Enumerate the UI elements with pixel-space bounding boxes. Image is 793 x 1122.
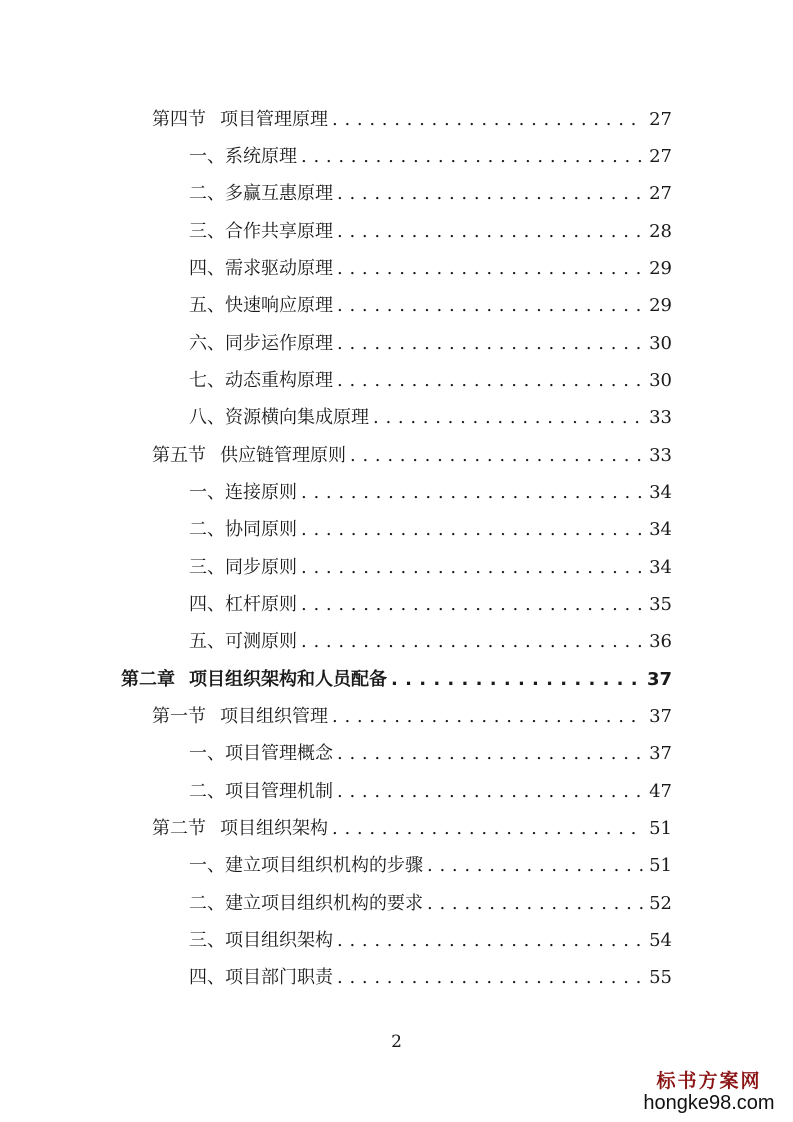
toc-entry-prefix: 二、 bbox=[189, 183, 225, 204]
toc-entry-item[interactable] bbox=[189, 779, 672, 805]
watermark-url: hongke98.com bbox=[643, 1092, 775, 1114]
toc-dot-leader bbox=[332, 704, 643, 730]
toc-entry-page: 37 bbox=[649, 706, 672, 727]
toc-entry-item[interactable] bbox=[189, 368, 672, 394]
toc-entry-chapter[interactable] bbox=[121, 667, 672, 693]
toc-entry-title: 资源横向集成原理 bbox=[225, 407, 369, 428]
toc-entry-item[interactable] bbox=[189, 480, 672, 506]
toc-entry-section[interactable] bbox=[152, 443, 672, 469]
toc-entry-page: 27 bbox=[649, 146, 672, 167]
toc-dot-leader bbox=[337, 219, 643, 245]
toc-dot-leader bbox=[337, 293, 643, 319]
toc-entry-item[interactable] bbox=[189, 555, 672, 581]
toc-entry-prefix: 一、 bbox=[189, 855, 225, 876]
toc-entry-page: 30 bbox=[649, 333, 672, 354]
toc-dot-leader bbox=[337, 741, 643, 767]
toc-entry-prefix: 四、 bbox=[189, 258, 225, 279]
toc-entry-page: 27 bbox=[649, 109, 672, 130]
toc-entry-title: 项目组织架构 bbox=[225, 930, 333, 951]
toc-entry-item[interactable] bbox=[189, 517, 672, 543]
toc-entry-prefix: 八、 bbox=[189, 407, 225, 428]
toc-entry-prefix: 一、 bbox=[189, 146, 225, 167]
toc-entry-section[interactable] bbox=[152, 816, 672, 842]
toc-entry-prefix: 四、 bbox=[189, 594, 225, 615]
toc-dot-leader bbox=[337, 928, 643, 954]
toc-entry-prefix: 二、 bbox=[189, 893, 225, 914]
toc-entry-item[interactable] bbox=[189, 256, 672, 282]
toc-entry-page: 30 bbox=[649, 370, 672, 391]
toc-entry-page: 28 bbox=[649, 221, 672, 242]
toc-entry-section[interactable] bbox=[152, 704, 672, 730]
toc-dot-leader bbox=[373, 405, 643, 431]
toc-entry-item[interactable] bbox=[189, 331, 672, 357]
toc-entry-prefix: 第二章 bbox=[121, 669, 175, 690]
toc-dot-leader bbox=[337, 779, 643, 805]
toc-entry-item[interactable] bbox=[189, 592, 672, 618]
toc-dot-leader bbox=[337, 368, 643, 394]
toc-entry-page: 29 bbox=[649, 295, 672, 316]
toc-entry-prefix: 五、 bbox=[189, 631, 225, 652]
toc-entry-title: 项目组织架构和人员配备 bbox=[189, 669, 387, 690]
toc-dot-leader bbox=[301, 592, 643, 618]
toc-entry-page: 35 bbox=[649, 594, 672, 615]
toc-dot-leader bbox=[337, 181, 643, 207]
toc-entry-title: 项目管理原理 bbox=[220, 109, 328, 130]
toc-entry-title: 项目管理概念 bbox=[225, 743, 333, 764]
toc-entry-page: 51 bbox=[649, 855, 672, 876]
toc-entry-prefix: 一、 bbox=[189, 482, 225, 503]
toc-entry-prefix: 第五节 bbox=[152, 445, 206, 466]
toc-entry-page: 54 bbox=[649, 930, 672, 951]
toc-dot-leader bbox=[301, 480, 643, 506]
toc-dot-leader bbox=[332, 816, 643, 842]
toc-entry-page: 33 bbox=[649, 445, 672, 466]
toc-entry-page: 47 bbox=[649, 781, 672, 802]
toc-entry-title: 项目管理机制 bbox=[225, 781, 333, 802]
watermark-title: 标书方案网 bbox=[656, 1070, 762, 1092]
toc-entry-section[interactable] bbox=[152, 107, 672, 133]
toc-entry-item[interactable] bbox=[189, 891, 672, 917]
toc-entry-page: 37 bbox=[649, 743, 672, 764]
toc-dot-leader bbox=[427, 891, 643, 917]
toc-dot-leader bbox=[301, 629, 643, 655]
toc-entry-title: 快速响应原理 bbox=[225, 295, 333, 316]
toc-entry-prefix: 第一节 bbox=[152, 706, 206, 727]
toc-dot-leader bbox=[332, 107, 643, 133]
toc-entry-title: 建立项目组织机构的步骤 bbox=[225, 855, 423, 876]
toc-entry-prefix: 三、 bbox=[189, 221, 225, 242]
toc-entry-title: 可测原则 bbox=[225, 631, 297, 652]
toc-entry-item[interactable] bbox=[189, 741, 672, 767]
toc-dot-leader bbox=[301, 517, 643, 543]
toc-entry-item[interactable] bbox=[189, 853, 672, 879]
toc-dot-leader bbox=[350, 443, 643, 469]
toc-entry-title: 合作共享原理 bbox=[225, 221, 333, 242]
toc-dot-leader bbox=[427, 853, 643, 879]
toc-entry-title: 连接原则 bbox=[225, 482, 297, 503]
toc-entry-item[interactable] bbox=[189, 928, 672, 954]
toc-dot-leader bbox=[301, 144, 643, 170]
watermark-logo bbox=[639, 1070, 779, 1114]
toc-dot-leader bbox=[337, 256, 643, 282]
toc-entry-item[interactable] bbox=[189, 144, 672, 170]
toc-entry-title: 需求驱动原理 bbox=[225, 258, 333, 279]
toc-entry-item[interactable] bbox=[189, 181, 672, 207]
toc-entry-page: 36 bbox=[649, 631, 672, 652]
toc-entry-title: 项目组织管理 bbox=[220, 706, 328, 727]
toc-entry-page: 55 bbox=[649, 967, 672, 988]
toc-entry-title: 杠杆原则 bbox=[225, 594, 297, 615]
toc-entry-prefix: 二、 bbox=[189, 781, 225, 802]
toc-entry-prefix: 三、 bbox=[189, 557, 225, 578]
toc-entry-prefix: 五、 bbox=[189, 295, 225, 316]
toc-entry-title: 同步运作原理 bbox=[225, 333, 333, 354]
toc-entry-page: 33 bbox=[649, 407, 672, 428]
toc-entry-prefix: 三、 bbox=[189, 930, 225, 951]
toc-entry-title: 协同原则 bbox=[225, 519, 297, 540]
toc-entry-title: 项目组织架构 bbox=[220, 818, 328, 839]
toc-entry-item[interactable] bbox=[189, 219, 672, 245]
toc-entry-title: 供应链管理原则 bbox=[220, 445, 346, 466]
toc-entry-item[interactable] bbox=[189, 405, 672, 431]
toc-dot-leader bbox=[391, 667, 641, 693]
toc-entry-page: 34 bbox=[649, 519, 672, 540]
toc-entry-item[interactable] bbox=[189, 629, 672, 655]
toc-entry-title: 动态重构原理 bbox=[225, 370, 333, 391]
toc-entry-prefix: 七、 bbox=[189, 370, 225, 391]
page-number: 2 bbox=[391, 1032, 402, 1052]
toc-entry-prefix: 六、 bbox=[189, 333, 225, 354]
toc-entry-prefix: 二、 bbox=[189, 519, 225, 540]
toc-entry-page: 34 bbox=[649, 557, 672, 578]
toc-entry-prefix: 一、 bbox=[189, 743, 225, 764]
toc-entry-page: 27 bbox=[649, 183, 672, 204]
toc-entry-prefix: 第二节 bbox=[152, 818, 206, 839]
toc-entry-page: 34 bbox=[649, 482, 672, 503]
toc-entry-title: 项目部门职责 bbox=[225, 967, 333, 988]
toc-entry-title: 建立项目组织机构的要求 bbox=[225, 893, 423, 914]
toc-entry-item[interactable] bbox=[189, 293, 672, 319]
toc-entry-page: 52 bbox=[649, 893, 672, 914]
toc-dot-leader bbox=[337, 331, 643, 357]
toc-entry-item[interactable] bbox=[189, 965, 672, 991]
toc-entry-prefix: 四、 bbox=[189, 967, 225, 988]
toc-dot-leader bbox=[337, 965, 643, 991]
toc-entry-prefix: 第四节 bbox=[152, 109, 206, 130]
toc-entry-page: 51 bbox=[649, 818, 672, 839]
toc-entry-page: 29 bbox=[649, 258, 672, 279]
toc-entry-title: 系统原理 bbox=[225, 146, 297, 167]
toc-dot-leader bbox=[301, 555, 643, 581]
toc-entry-page: 37 bbox=[646, 669, 672, 690]
toc-entry-title: 多赢互惠原理 bbox=[225, 183, 333, 204]
toc-entry-title: 同步原则 bbox=[225, 557, 297, 578]
